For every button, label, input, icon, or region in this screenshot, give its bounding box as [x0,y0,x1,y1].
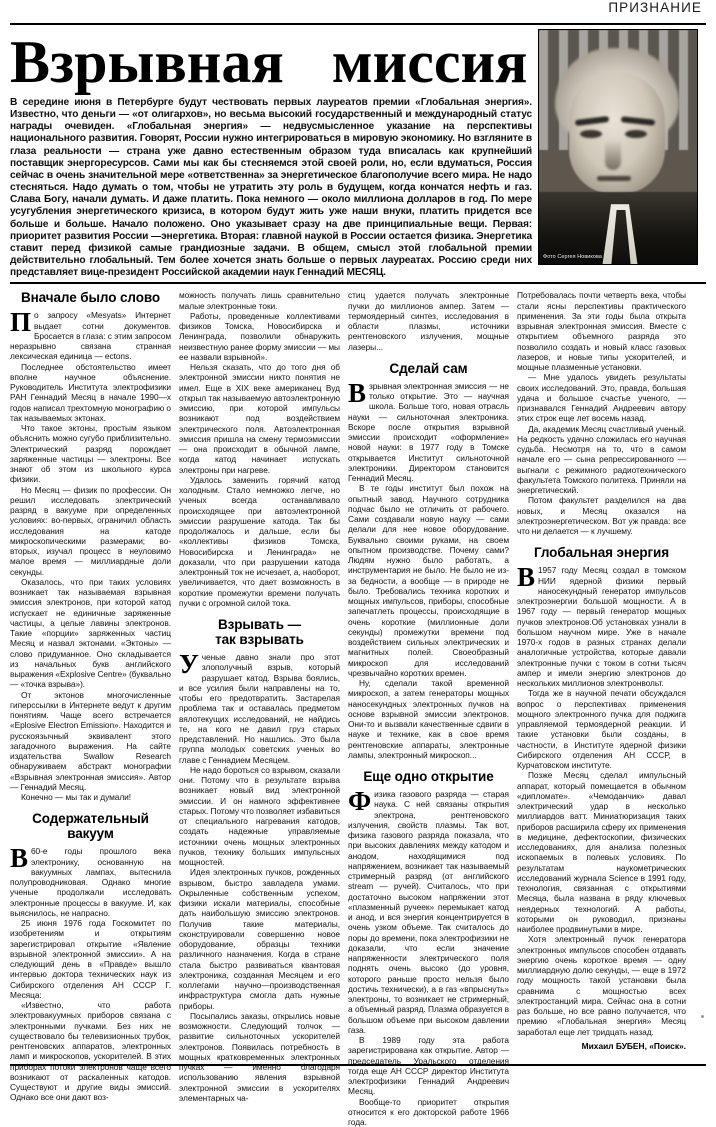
text-column-1 [10,290,179,1103]
masthead-text [10,25,538,279]
paragraph: Конечно — мы так и думали! [21,792,132,803]
paragraph: Потребовалась почти четверть века, чтобы стали ясны перспективы практического применения. За эти годы была открыта взрывная электронная эмиссия. Вместе с открытием объемного разряда это позволило создать и новый класс газовых лазеров, и новые типы ускорителей, и мощные плазменные установки. [517,290,686,373]
paragraph-text: изика газового разряда — старая наука. С ней связаны открытия электрона, рентгеновского излучения, свойств плазмы. Так вот, физика газового разряда показала, что при высоких давлениях между катодом и анодом, находящимися под напряжением, возникает так называемый стримерный разряд (от английского stream — ручей). Считалось, что при достаточно высоком напряжении этот «плазменный ручеек» перемыкает катод и анод, и вся энергия концентрируется в очень узком объеме. Так считалось до поры до времени, пока электрофизики не доказали, что если значение напряженности электрического поля поднять очень высоко (до уровня, которого раньше просто нельзя было достичь технически), а в газ «впрыснуть» электроны, то возникает не стримерный, а объемный разряд. Плазма образуется в большом объеме при высоком давлении газа. [348,789,509,1035]
paragraph: Вообще-то приоритет открытия относится к его докторской работе 1966 года. [348,1096,509,1127]
section-heading-line-2: вакуум [67,826,114,842]
rubric-label: ПРИЗНАНИЕ [608,0,702,15]
paragraph-text: 1957 году Месяц создал в томском НИИ ядерной физики первый наносекундный генератор импульсов электроэнергии большой мощности. А в 1967 году — первый генератор мощных пучков электронов.Об установках узнали в большом научном мире. Уже в начале 1970-х годов в разных странах делали аналогичные устройства, которые давали электронные пучки с током в сотни тысяч ампер и имели энергию электронов до нескольких миллионов электронвольт. [517,565,686,689]
paragraph: Тогда же в научной печати обсуждался вопрос о перспективах применения мощного электронного пучка для поджига управляемой термоядерной реакции. И такие установки были созданы, в частности, в Институте ядерной физики Сибирского отделения АН СССР, в Курчатовском институте. [517,688,686,771]
paragraph-text: о запросу «Mesyats» Интернет выдает сотни документов. Бросается в глаза: с этим запросом неразрывно связана странная лексическая единица — ectons. [10,310,171,362]
paragraph: 25 июня 1976 года Госкомитет по изобретениям и открытиям зарегистрировал открытие «Явление взрывной электронной эмиссии». А на следующий день в «Правде» вышло интервью доктора технических наук из Сибирского отделения АН СССР Г. Месяца: [10,918,171,1000]
section-heading-line-1: Содержательный [32,811,149,827]
article-columns [10,290,706,1127]
section-heading-line-1: Глобальная энергия [534,545,669,561]
section-heading-line-1: Сделай сам [389,360,468,376]
paragraph: — Мне удалось увидеть результаты своих исследований. Это, правда, большая удача и большое счастье ученого, — признавался Геннадий Андреевич автору этих строк еще лет восемь назад. [517,372,686,424]
paragraph [10,307,171,362]
paragraph-text: ченые давно знали про этот злополучный взрыв, который разрушает катод. Взрыва боялись, и все усилия были направлены на то, чтобы его предотвратить. Застарелая проблема так и оставалась предметом вялотекущих исследований, не найдись те, на кого не давил груз старых представлений. Но нашлись. Это была группа молодых советских ученых во главе с Геннадием Месяцем. [179,652,340,765]
paragraph [348,377,509,484]
section-heading-line-1: Взрывать — [217,617,302,633]
paragraph: От эктонов многочисленные гиперссылки в Интернете ведут к другим понятиям. Чаще всего встречается «Eplosive Electron Emission». Находится и русскоязычный эквивалент этого загадочного выражения. На сайте издательства Swallow Research обнаруживаем абстракт монографии «Взрывная электронная эмиссия». Автор — Геннадий Месяц. [10,689,171,792]
section-heading-eshche-odno [348,769,509,784]
section-heading-sdelaj-sam [348,361,509,376]
paragraph-text: 60-е годы прошлого века электронику, основанную на вакуумных лампах, вытеснила полупроводниковая. Однако многие ученые продолжали исследовать электронные процессы в вакууме. И, как выяснилось, не напрасно. [10,846,171,918]
lead-rule [10,282,706,284]
corner-mark [701,1015,704,1018]
paragraph [348,786,509,1035]
dropcap: В [10,843,28,874]
dropcap: П [10,307,31,338]
text-column-4 [517,290,686,1060]
paragraph: Оказалось, что при таких условиях возникает так называемая взрывная эмиссия электронов, при которой катод испускает не единичные заряженные частицы, а целые лавины электронов. Такие «порции» заряженных частиц Месяц и назвал эктонами. «Эктоны» —слово придуманное. Оно складывается из начальных букв английского выражения «Explosive Centre» (буквально — «точка взрыва»). [10,576,172,690]
section-heading-line-2: так взрывать [215,632,304,648]
paragraph: «Известно, что работа электровакуумных приборов связана с электронными пучками. Без них не существовало бы телевизионных трубок, рентгеновских аппаратов, электронных ламп и микроскопов, ускорителей. В этих приборах потоки электронов чаще всего возникают от раскаленных катодов. Существуют и другие виды эмиссий. Однако все они дают воз- [10,1000,171,1103]
lead-paragraph: В середине июня в Петербурге будут чествовать первых лауреатов премии «Глобальная энергия». Известно, что деньги — «от олигархов», но весьма высокий государственный и международный статус награды очевиден. «Глобальная энергия» — недвусмысленное указание на перспективы национального развития. Говорят, России нужно интегрироваться в мировую экономику. Но взгляните в глаза реальности — страна уже давно естественным образом туда вписалась как крупнейший поставщик энергоресурсов. Сами мы как бы стесняемся этой своей роли, но, если вдуматься, Россия сейчас в очень значительной мере «ответственна» за энергетическое благополучие всего мира. Не надо стесняться. Надо думать о том, чтобы не утратить эту роль в будущем, когда кончатся нефть и газ. Слава Богу, начали думать. И даже платить. Пока немного — около миллиона долларов в год. По мере усугубления энергетического кризиса, в котором будут жить уже наши внуки, платить придется все больше и больше. Начало положено. Оно указывает сразу на две принципиальные вещи. Первая: приоритет развития России —энергетика. Вторая: главной наукой в России остается физика. Энергетика ставит перед физикой самые грандиозные задачи. В общем, смысл этой глобальной премии действительно глобальный. Тем более хочется знать больше о первых лауреатах. Россию среди них представляет вице-президент Российской академии наук Геннадий МЕСЯЦ. [10,97,532,279]
dropcap: В [517,562,535,593]
paragraph [179,649,340,765]
paragraph: Работы, проведенные коллективами физиков Томска, Новосибирска и Ленинграда, позволили обнаружить неизвестную ранее форму эмиссии — мы ее назвали взрывной». [179,310,340,362]
paragraph: Да, академик Месяц счастливый ученый. На редкость удачно сложилась его научная судьба. Несмотря на то, что в самом начале его — сына репрессированного — выгнали с режимного радиотехнического факультета Томского политеха. Приняли на энергетический. [517,423,686,496]
paragraph: можность получать лишь сравнительно малые электронные токи. [179,290,340,311]
rubric-bar [10,0,706,22]
dropcap: Ф [348,786,372,817]
paragraph-text: зрывная электронная эмиссия — не только открытие. Это — научная школа. Больше того, новая отрасль науки — сильноточная электроника. Вскоре после открытия взрывной эмиссии происходит «оформление» новой науки: в 1977 году в Томске открывается Институт сильноточной электроники. Директором становится Геннадий Месяц. [348,380,509,484]
paragraph: Идея электронных пучков, рожденных взрывом, быстро завладела умами. Окрыленные собственным успехом, физики искали материалы, способные дать наибольшую эмиссию электронов. Получив такие материалы, сконструировали совершенно новое оборудование, образцы техники различного назначения. Когда в стране стала быстро развиваться квантовая электроника, созданная Месяцем и его коллегами научно—производственная инфраструктура смогла дать нужные приборы. [179,867,340,1011]
portrait-photo [538,29,698,265]
section-heading-globalnaya [517,545,686,560]
paragraph [517,562,686,689]
photo-nose [605,140,621,170]
paragraph: Позже Месяц сделал импульсный аппарат, который помещается в обычном «дипломате». «Чемоданчик» давал электрический удар в несколько миллиардов ватт. Миниатюризация таких приборов расширила сферу их применения в медицине, дефектоскопии, физических исследованиях, для анализа полезных ископаемых в полевых условиях. По результатам наукометрических исследований журнала Science в 1991 году, технология, связанная с открытиями Месяца, была названа в ряду ключевых неядерных технологий. А работы, которыми он руководил, признаны наиболее продвинутыми в мире. [517,770,686,935]
dropcap: В [348,377,366,408]
photo-eye-right [625,130,647,138]
paragraph: Но Месяц — физик по профессии. Он решил исследовать электрический разряд в вакууме при определенных условиях: во-первых, ограничил область исследования на катоде микроскопическими размерами; во-вторых, изучал процесс в неуловимо малое время — миллиардные доли секунды. [10,484,171,577]
text-column-2 [179,290,348,1103]
paragraph: Удалось заменить горячий катод холодным. Стало немножко легче, но ученых всегда останавливало происходящее при автоэлектронной эмиссии разрушение катода. Так бы продолжалось и дальше, если бы «коллективы физиков Томска, Новосибирска и Ленинграда» не доказали, что при разрушении катода электронный ток не исчезает, а, наоборот, увеличивается, что дает возможность в короткие промежутки времени получать пучки с огромной силой тока. [179,474,340,608]
section-heading-vzryvat [179,617,340,647]
text-column-3 [348,290,517,1127]
paragraph: Потом факультет разделился на два новых, и Месяц оказался на электроэнергетическом. Вот уж правда: все что ни делается — к лучшему. [517,495,686,537]
headline-word-1: Взрывная [10,29,284,95]
section-heading-line-1: Вначале было слово [20,290,161,306]
paragraph: Посыпались заказы, открылись новые возможности. Следующий толчок — развитие сильноточных ускорителей электронов. Появилась потребность в мощных кратковременных электронных пучках — именно благодаря использованию явления взрывной электронной эмиссии в ускорителях элементарных ча- [179,1010,340,1103]
paragraph: стиц удается получать электронные пучки до миллионов ампер. Затем — термоядерный синтез, исследования в области плазмы, источники рентгеновского излучения, мощные лазеры... [348,290,509,352]
paragraph: Не надо бороться со взрывом, сказали они. Потому что в результате взрыва возникает новый вид электронной эмиссии. И он намного эффективнее старых. Потому что позволяет избавиться от специального нагревания катодов, создать надежные управляемые источники очень мощных электронных пучков, технику больших импульсных мощностей. [179,764,340,868]
headline-word-2: миссия [331,29,528,95]
photo-mouth [597,176,631,181]
section-heading-soderzhatelnyj [10,811,171,841]
paragraph: Хотя электронный пучок генератора электронных импульсов способен отдавать энергию очень короткое время — одну миллиардную долю секунды, — еще в 1972 году мощность такой установки была сравнима с мощностью всех электростанций мира. Сейчас она в сотни раз больше, но все равно получается, что премию «Глобальная энергия» Месяц заработал еще лет тридцать назад. [517,934,686,1037]
dropcap: У [179,649,199,680]
page-title [10,31,532,93]
photo-credit: Фото Сергея Новикова [543,254,603,260]
section-heading-line-1: Еще одно открытие [363,769,494,785]
paragraph: Ну, сделали такой временной микроскоп, а затем генераторы мощных наносекундных электронных пучков на основе взрывной эмиссии электронов. Они-то и вызвали качественные сдвиги в науке и технике, как в свое время рентгеновские аппараты, электронные лампы, электронный микроскоп... [348,678,509,760]
photo-eye-left [580,130,602,138]
paragraph: В 1989 году эта работа зарегистрирована как открытие. Автор —председатель Уральского отделения тогда еще АН СССР директор Института электрофизики Геннадий Андреевич Месяц. [348,1035,509,1097]
paragraph: Нельзя сказать, что до того дня об электронной эмиссии никто понятия не имел. Еще в XIX веке американец Вуд открыл так называемую автоэлектронную эмиссию, при которой импульсы возникают под воздействием электрического поля. Автоэлектронная эмиссия пришла на смену термоэмиссии — она происходит в обычной лампе, когда катод начинает испускать электроны при нагреве. [179,362,340,475]
masthead [10,25,706,279]
byline: Михаил БУБЕН, «Поиск». [581,1040,686,1051]
section-heading-vnachale [10,290,171,305]
paragraph: В те годы институт был похож на опытный завод. Научного сотрудника подчас было не отличить от рабочего. Сами создавали новую науку — сами делали для нее новое оборудование. Буквально своими руками, на своем опытном производстве. Почему сами? Людям нужно было работать, а инструментария не было. Не было не из-за бедности, а вообще — в природе не было. Требовались техника коротких и мощных импульсов, приборы, способные запечатлеть процессы, происходящие в очень короткие (миллионные доли секунды) промежутки времени под воздействием сильных электрических и магнитных полей. Своеобразный микроскоп для исследований чрезвычайно коротких времен. [348,483,509,678]
paragraph [10,843,171,918]
paragraph: Что такое эктоны, простым языком объяснить можно сугубо приблизительно. Электрический разряд порождает заряженные частицы — электроны. Все знают об этом из школьного курса физики. [10,423,171,485]
paragraph: Последнее обстоятельство имеет вполне научное объяснение. Руководитель Института электрофизики РАН Геннадий Месяц в начале 1990—х годов написал трехтомную монографию о так называемых эктонах. [10,361,171,423]
